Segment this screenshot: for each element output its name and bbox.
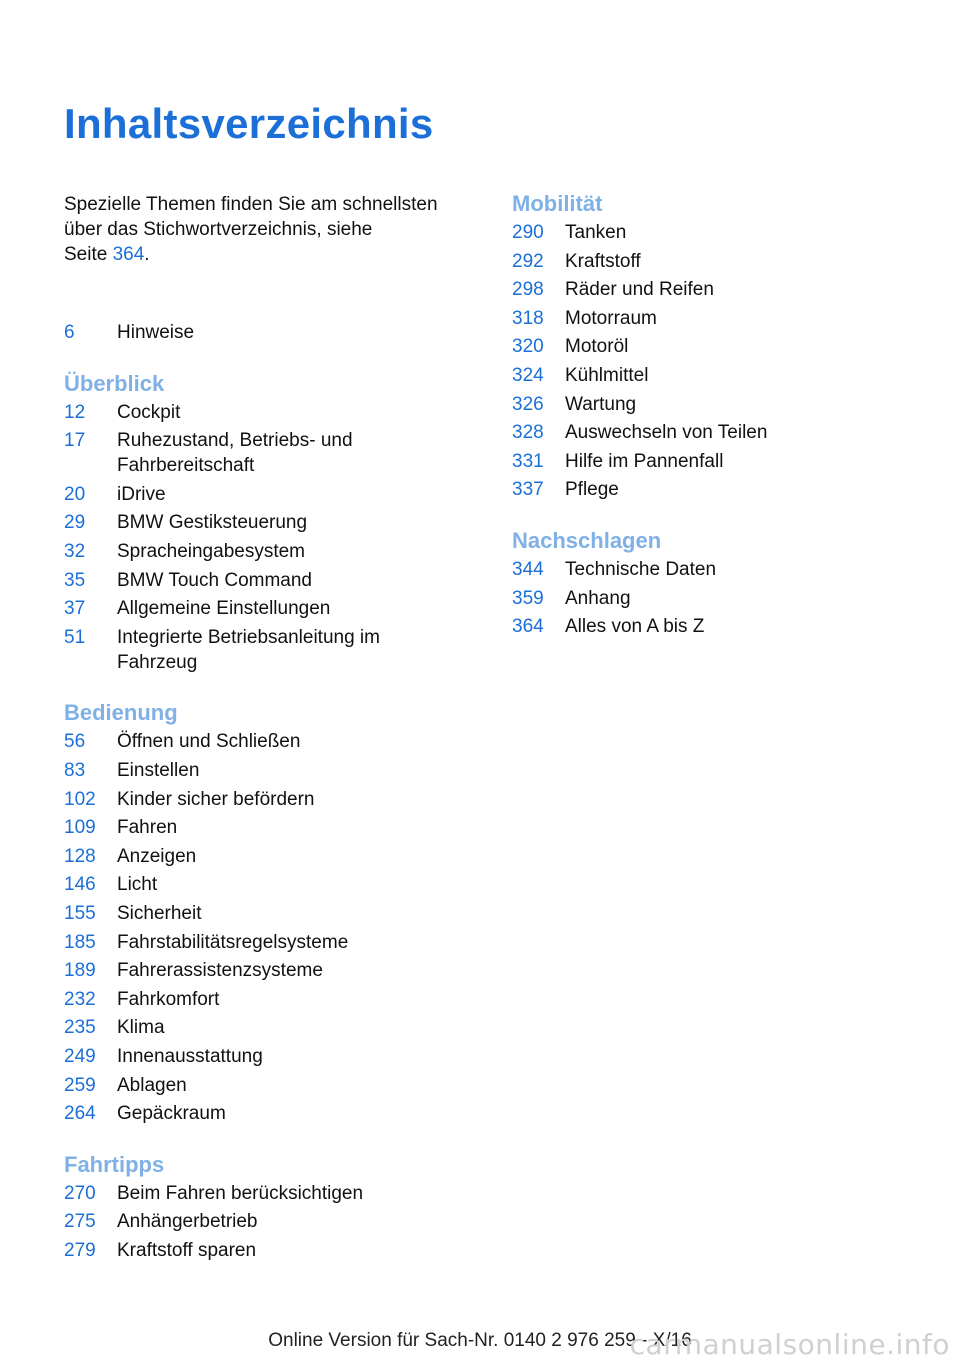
- index-page-link[interactable]: 364: [112, 244, 145, 265]
- toc-entry-label[interactable]: Allgemeine Einstellungen: [117, 598, 331, 620]
- toc-page-number[interactable]: 275: [64, 1211, 96, 1233]
- toc-entry-label[interactable]: Ablagen: [117, 1074, 187, 1096]
- toc-page-number[interactable]: 51: [64, 626, 86, 648]
- toc-page-number[interactable]: 259: [64, 1074, 96, 1096]
- toc-page-number[interactable]: 83: [64, 760, 86, 781]
- intro-line-1: Spezielle Themen finden Sie am schnellsten: [64, 194, 438, 215]
- toc-page-number[interactable]: 318: [512, 307, 544, 329]
- toc-page-number[interactable]: 324: [512, 365, 544, 386]
- toc-section-heading: Überblick: [64, 370, 165, 396]
- toc-entry-label[interactable]: Sicherheit: [117, 903, 202, 924]
- toc-page-number[interactable]: 102: [64, 788, 96, 810]
- toc-page-number[interactable]: 364: [512, 616, 544, 638]
- toc-entry-label[interactable]: Beim Fahren berücksichtigen: [117, 1182, 364, 1204]
- toc-entry-label[interactable]: Fahrkomfort: [117, 988, 220, 1010]
- toc-page-number[interactable]: 29: [64, 512, 86, 534]
- footer-text: Online Version für Sach-Nr. 0140 2 976 259 - X/16: [268, 1330, 692, 1351]
- toc-entry-label[interactable]: Anhang: [565, 587, 631, 609]
- toc-entry-label-line: Fahrzeug: [117, 651, 198, 673]
- toc-entry-label[interactable]: Anhängerbetrieb: [117, 1211, 258, 1233]
- toc-entry-label[interactable]: Fahrstabilitätsregelsysteme: [117, 931, 349, 953]
- toc-entry-label[interactable]: Pflege: [565, 479, 619, 501]
- toc-entry-label[interactable]: Hinweise: [117, 322, 195, 343]
- toc-entry-label[interactable]: Hilfe im Pannenfall: [565, 450, 724, 472]
- toc-entry-label[interactable]: Motoröl: [565, 336, 629, 358]
- toc-page-number[interactable]: 37: [64, 598, 86, 620]
- toc-page-number[interactable]: 235: [64, 1017, 96, 1039]
- toc-entry-label[interactable]: Licht: [117, 874, 158, 896]
- toc-page-number[interactable]: 109: [64, 817, 96, 839]
- toc-section-heading: Fahrtipps: [64, 1151, 165, 1177]
- toc-entry-label[interactable]: Fahren: [117, 817, 178, 839]
- toc-entry-label[interactable]: Cockpit: [117, 401, 181, 423]
- toc-page-number[interactable]: 298: [512, 279, 544, 301]
- toc-page-number[interactable]: 17: [64, 430, 86, 452]
- toc-page-number[interactable]: 20: [64, 483, 86, 505]
- toc-page-number[interactable]: 249: [64, 1046, 96, 1067]
- toc-entry-label[interactable]: iDrive: [117, 483, 166, 505]
- toc-entry-label-line: Fahrbereitschaft: [117, 455, 255, 477]
- toc-page-number[interactable]: 326: [512, 393, 544, 415]
- toc-page-number[interactable]: 279: [64, 1240, 96, 1261]
- toc-page-number[interactable]: 56: [64, 731, 86, 753]
- toc-entry-label[interactable]: Einstellen: [117, 760, 200, 781]
- intro-line-3-prefix: Seite: [64, 244, 113, 265]
- toc-entry-label[interactable]: Anzeigen: [117, 845, 197, 867]
- intro-line-2: über das Stichwortverzeichnis, siehe: [64, 219, 373, 240]
- toc-entry-label[interactable]: Innenausstattung: [117, 1046, 263, 1067]
- toc-page-number[interactable]: 35: [64, 569, 86, 591]
- toc-page-number[interactable]: 270: [64, 1182, 96, 1204]
- toc-entry-label[interactable]: Kraftstoff sparen: [117, 1240, 257, 1261]
- toc-entry-label[interactable]: Motorraum: [565, 307, 657, 329]
- toc-entry-label[interactable]: BMW Gestiksteuerung: [117, 512, 308, 534]
- toc-page-number[interactable]: 320: [512, 336, 544, 358]
- toc-page-number[interactable]: 328: [512, 422, 544, 444]
- toc-entry-label[interactable]: Öffnen und Schließen: [117, 731, 301, 753]
- toc-entry-label[interactable]: Räder und Reifen: [565, 279, 714, 301]
- toc-section-heading: Mobilität: [512, 191, 603, 216]
- watermark-logo: carmanualsonline.info: [629, 1328, 950, 1361]
- toc-entry-label[interactable]: Auswechseln von Teilen: [565, 422, 768, 444]
- toc-entry-label[interactable]: Fahrerassistenzsysteme: [117, 960, 323, 982]
- toc-entry-label[interactable]: Alles von A bis Z: [565, 616, 705, 638]
- toc-page-number[interactable]: 331: [512, 450, 544, 472]
- toc-page-number[interactable]: 232: [64, 988, 96, 1010]
- toc-page-number[interactable]: 264: [64, 1103, 96, 1125]
- toc-page-number[interactable]: 155: [64, 903, 96, 924]
- toc-entry-label[interactable]: Klima: [117, 1017, 165, 1039]
- toc-entry-label[interactable]: Kühlmittel: [565, 365, 649, 386]
- toc-page-number[interactable]: 359: [512, 587, 544, 609]
- toc-page-number[interactable]: 6: [64, 322, 75, 343]
- toc-entry-label[interactable]: Wartung: [565, 393, 637, 415]
- toc-entry-label-line: Integrierte Betriebsanleitung im: [117, 626, 380, 648]
- toc-page-number[interactable]: 146: [64, 874, 96, 896]
- intro-text: [64, 192, 474, 267]
- toc-section-heading: Bedienung: [64, 700, 178, 726]
- toc-section-heading: Nachschlagen: [512, 528, 662, 553]
- toc-page-number[interactable]: 185: [64, 931, 96, 953]
- toc-page-number[interactable]: 12: [64, 401, 86, 423]
- toc-page-number[interactable]: 32: [64, 541, 86, 562]
- toc-page-number[interactable]: 290: [512, 222, 544, 243]
- toc-entry-label[interactable]: Kraftstoff: [565, 250, 641, 272]
- toc-entry-label[interactable]: Tanken: [565, 222, 627, 243]
- intro-line-3-suffix: .: [144, 244, 150, 265]
- toc-page-number[interactable]: 337: [512, 479, 544, 501]
- toc-entry-label[interactable]: [117, 428, 457, 478]
- toc-page-number[interactable]: 128: [64, 845, 96, 867]
- toc-entry-label[interactable]: Kinder sicher befördern: [117, 788, 315, 810]
- toc-page-number[interactable]: 189: [64, 960, 96, 982]
- toc-entry-label[interactable]: BMW Touch Command: [117, 569, 312, 591]
- page-title: Inhaltsverzeichnis: [64, 100, 434, 147]
- toc-entry-label-line: Ruhezustand, Betriebs- und: [117, 430, 353, 452]
- toc-entry-label[interactable]: Technische Daten: [565, 559, 717, 580]
- toc-entry-label[interactable]: [117, 625, 457, 675]
- toc-page-number[interactable]: 292: [512, 250, 544, 272]
- toc-entry-label[interactable]: Spracheingabesystem: [117, 541, 305, 562]
- toc-page-number[interactable]: 344: [512, 559, 544, 580]
- toc-entry-label[interactable]: Gepäckraum: [117, 1103, 226, 1125]
